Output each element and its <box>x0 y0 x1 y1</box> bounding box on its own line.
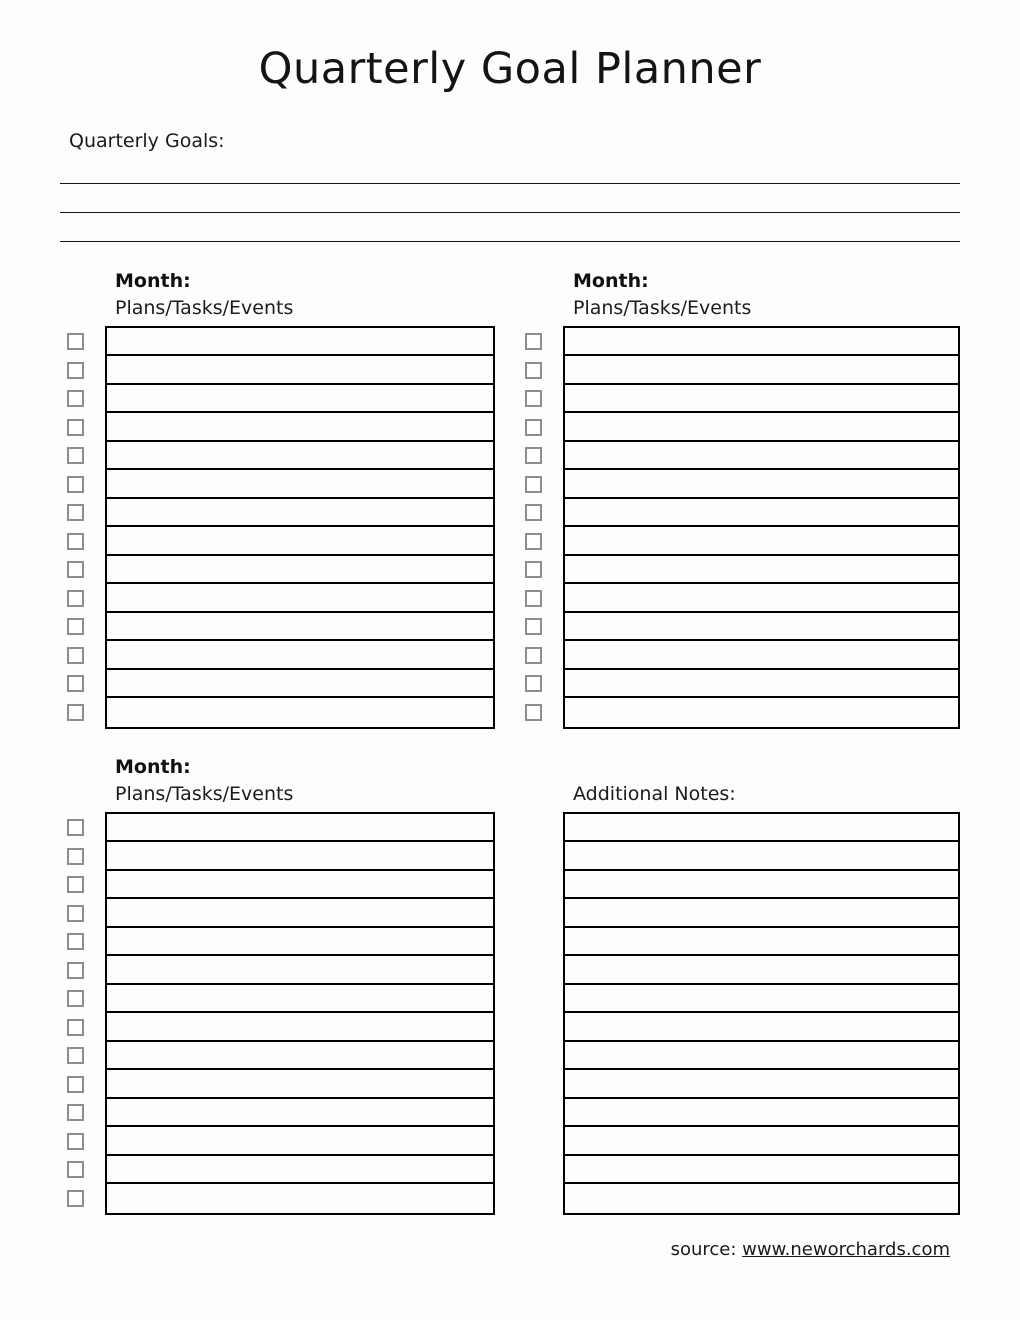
writing-line[interactable] <box>107 1042 493 1071</box>
quarterly-goals-label: Quarterly Goals: <box>69 129 225 152</box>
check-row <box>518 470 563 499</box>
goal-writing-line[interactable] <box>60 155 960 184</box>
writing-line[interactable] <box>565 899 958 928</box>
writing-line[interactable] <box>107 899 493 928</box>
writing-line[interactable] <box>107 499 493 528</box>
check-row <box>60 814 105 843</box>
checklist <box>518 326 960 729</box>
checkbox[interactable] <box>525 390 542 407</box>
writing-line[interactable] <box>107 814 493 843</box>
plans-tasks-events-label: Plans/Tasks/Events <box>115 782 294 805</box>
check-row <box>518 385 563 414</box>
checkbox[interactable] <box>525 533 542 550</box>
month-label: Month: <box>573 269 649 292</box>
checkbox-column <box>518 326 563 729</box>
checkbox[interactable] <box>525 561 542 578</box>
check-row <box>60 1156 105 1185</box>
check-row <box>60 442 105 471</box>
writing-line[interactable] <box>565 584 958 613</box>
checkbox[interactable] <box>67 1133 84 1150</box>
check-row <box>60 985 105 1014</box>
checkbox[interactable] <box>67 1019 84 1036</box>
checkbox[interactable] <box>67 905 84 922</box>
writing-line[interactable] <box>107 470 493 499</box>
check-row <box>60 871 105 900</box>
writing-lines-box <box>105 326 495 729</box>
additional-notes-section <box>518 754 960 1215</box>
checkbox[interactable] <box>525 704 542 721</box>
writing-line[interactable] <box>565 328 958 357</box>
check-row <box>60 584 105 613</box>
check-row <box>60 1099 105 1128</box>
check-row <box>60 641 105 670</box>
checkbox[interactable] <box>67 618 84 635</box>
writing-line[interactable] <box>565 613 958 642</box>
checkbox[interactable] <box>67 962 84 979</box>
writing-line[interactable] <box>107 842 493 871</box>
check-row <box>518 556 563 585</box>
check-row <box>60 1042 105 1071</box>
checkbox[interactable] <box>67 504 84 521</box>
writing-line[interactable] <box>565 928 958 957</box>
checkbox[interactable] <box>525 333 542 350</box>
checkbox[interactable] <box>525 476 542 493</box>
checkbox[interactable] <box>67 848 84 865</box>
month-section-1 <box>60 268 495 729</box>
month-label: Month: <box>115 755 191 778</box>
checkbox[interactable] <box>525 362 542 379</box>
check-row <box>60 899 105 928</box>
month-section-2 <box>518 268 960 729</box>
writing-line[interactable] <box>107 356 493 385</box>
check-row <box>518 584 563 613</box>
check-row <box>518 413 563 442</box>
check-row <box>60 956 105 985</box>
writing-line[interactable] <box>107 613 493 642</box>
check-row <box>60 698 105 727</box>
checkbox[interactable] <box>67 390 84 407</box>
writing-line[interactable] <box>107 385 493 414</box>
checkbox[interactable] <box>67 590 84 607</box>
checkbox[interactable] <box>67 533 84 550</box>
checkbox[interactable] <box>525 675 542 692</box>
writing-line[interactable] <box>107 928 493 957</box>
writing-line[interactable] <box>565 871 958 900</box>
writing-line[interactable] <box>565 1156 958 1185</box>
checkbox[interactable] <box>67 933 84 950</box>
check-row <box>60 1070 105 1099</box>
writing-line[interactable] <box>565 1013 958 1042</box>
writing-line[interactable] <box>565 499 958 528</box>
month-section-3 <box>60 754 495 1215</box>
writing-lines-box <box>105 812 495 1215</box>
checkbox[interactable] <box>67 419 84 436</box>
writing-line[interactable] <box>565 814 958 843</box>
checkbox[interactable] <box>67 704 84 721</box>
writing-lines-box <box>563 326 960 729</box>
writing-line[interactable] <box>565 1070 958 1099</box>
check-row <box>518 356 563 385</box>
writing-line[interactable] <box>107 871 493 900</box>
check-row <box>60 413 105 442</box>
spacer-label <box>573 754 960 781</box>
checklist <box>60 812 495 1215</box>
checkbox[interactable] <box>67 1047 84 1064</box>
writing-line[interactable] <box>565 698 958 727</box>
checkbox-column <box>60 812 105 1215</box>
checkbox-column <box>60 326 105 729</box>
check-row <box>60 556 105 585</box>
writing-line[interactable] <box>565 470 958 499</box>
writing-line[interactable] <box>107 1099 493 1128</box>
check-row <box>60 328 105 357</box>
empty-gutter <box>518 812 563 1215</box>
checkbox[interactable] <box>67 447 84 464</box>
checkbox[interactable] <box>525 618 542 635</box>
writing-line[interactable] <box>107 1013 493 1042</box>
checkbox[interactable] <box>67 333 84 350</box>
source-prefix: source: <box>670 1238 743 1260</box>
check-row <box>60 527 105 556</box>
check-row <box>518 670 563 699</box>
checkbox[interactable] <box>525 647 542 664</box>
check-row <box>60 499 105 528</box>
page-title: Quarterly Goal Planner <box>258 44 762 94</box>
writing-line[interactable] <box>107 584 493 613</box>
check-row <box>60 613 105 642</box>
writing-line[interactable] <box>565 413 958 442</box>
checkbox[interactable] <box>67 561 84 578</box>
writing-line[interactable] <box>107 527 493 556</box>
check-row <box>60 1013 105 1042</box>
writing-line[interactable] <box>565 670 958 699</box>
writing-line[interactable] <box>565 1127 958 1156</box>
check-row <box>518 527 563 556</box>
writing-line[interactable] <box>565 1042 958 1071</box>
goal-writing-line[interactable] <box>60 184 960 213</box>
checkbox[interactable] <box>525 504 542 521</box>
checkbox[interactable] <box>525 590 542 607</box>
writing-line[interactable] <box>565 527 958 556</box>
quarterly-goals-lines <box>60 155 960 242</box>
month-label: Month: <box>115 269 191 292</box>
check-row <box>518 328 563 357</box>
writing-line[interactable] <box>107 670 493 699</box>
check-row <box>60 385 105 414</box>
writing-line[interactable] <box>565 641 958 670</box>
writing-line[interactable] <box>565 956 958 985</box>
checkbox[interactable] <box>67 1190 84 1207</box>
additional-notes-label: Additional Notes: <box>573 782 736 805</box>
writing-line[interactable] <box>565 1184 958 1213</box>
plans-tasks-events-label: Plans/Tasks/Events <box>115 296 294 319</box>
goal-writing-line[interactable] <box>60 213 960 242</box>
writing-line[interactable] <box>107 985 493 1014</box>
source-link[interactable]: www.neworchards.com <box>742 1238 950 1260</box>
writing-line[interactable] <box>107 328 493 357</box>
check-row <box>60 356 105 385</box>
checkbox[interactable] <box>67 675 84 692</box>
writing-line[interactable] <box>565 985 958 1014</box>
check-row <box>518 442 563 471</box>
check-row <box>518 613 563 642</box>
writing-lines-box <box>563 812 960 1215</box>
writing-line[interactable] <box>107 1127 493 1156</box>
check-row <box>518 641 563 670</box>
writing-line[interactable] <box>565 356 958 385</box>
checkbox[interactable] <box>67 362 84 379</box>
checkbox[interactable] <box>67 476 84 493</box>
checkbox[interactable] <box>67 647 84 664</box>
plans-tasks-events-label: Plans/Tasks/Events <box>573 296 752 319</box>
footer <box>60 1239 960 1260</box>
checkbox[interactable] <box>67 1104 84 1121</box>
notes-list <box>518 812 960 1215</box>
writing-line[interactable] <box>107 413 493 442</box>
writing-line[interactable] <box>565 442 958 471</box>
checkbox[interactable] <box>67 1161 84 1178</box>
checkbox[interactable] <box>67 990 84 1007</box>
check-row <box>60 928 105 957</box>
checkbox[interactable] <box>525 447 542 464</box>
checkbox[interactable] <box>67 1076 84 1093</box>
check-row <box>60 470 105 499</box>
writing-line[interactable] <box>107 1156 493 1185</box>
check-row <box>60 1184 105 1213</box>
checkbox[interactable] <box>67 819 84 836</box>
check-row <box>60 1127 105 1156</box>
writing-line[interactable] <box>107 956 493 985</box>
checkbox[interactable] <box>67 876 84 893</box>
writing-line[interactable] <box>107 442 493 471</box>
check-row <box>518 698 563 727</box>
planner-grid <box>60 268 960 1215</box>
check-row <box>60 670 105 699</box>
checklist <box>60 326 495 729</box>
writing-line[interactable] <box>565 842 958 871</box>
check-row <box>518 499 563 528</box>
writing-line[interactable] <box>107 641 493 670</box>
writing-line[interactable] <box>565 385 958 414</box>
writing-line[interactable] <box>107 1070 493 1099</box>
writing-line[interactable] <box>107 698 493 727</box>
writing-line[interactable] <box>107 1184 493 1213</box>
checkbox[interactable] <box>525 419 542 436</box>
writing-line[interactable] <box>565 556 958 585</box>
check-row <box>60 842 105 871</box>
writing-line[interactable] <box>107 556 493 585</box>
writing-line[interactable] <box>565 1099 958 1128</box>
